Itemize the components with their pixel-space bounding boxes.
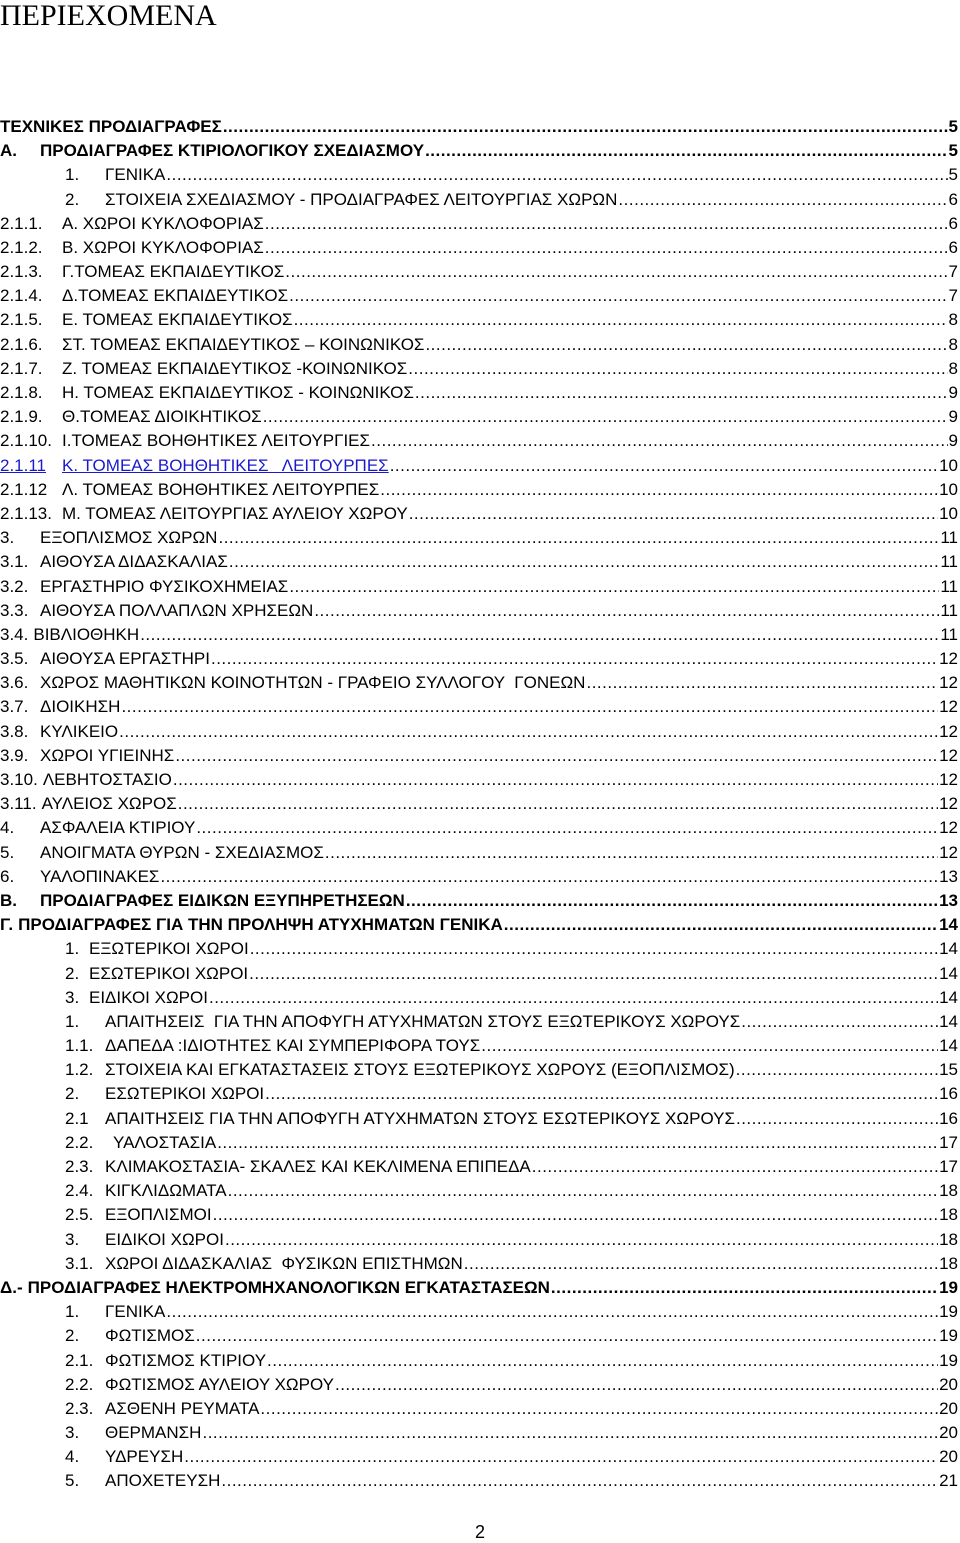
toc-entry-page: 7: [948, 262, 958, 282]
toc-entry-number: 2.2.: [65, 1132, 94, 1152]
toc-entry-title: ΥΔΡΕΥΣΗ: [105, 1447, 184, 1467]
toc-entry-title: ΣΤΟΙΧΕΙΑ ΚΑΙ ΕΓΚΑΤΑΣΤΑΣΕΙΣ ΣΤΟΥΣ ΕΞΩΤΕΡΙΚΟΥΣ ΧΩΡΟΥΣ (ΕΞΟΠΛΙΣΜΟΣ): [105, 1060, 735, 1080]
toc-entry[interactable]: [0, 357, 960, 381]
toc-entry[interactable]: [0, 768, 960, 792]
toc-entry-page: 20: [939, 1398, 958, 1418]
toc-entry[interactable]: [0, 526, 960, 550]
toc-entry-number: 2.1.3.: [0, 262, 43, 282]
toc-dot-leader: [175, 744, 938, 768]
toc-entry-page: 6: [948, 237, 958, 257]
toc-entry-number: 3.: [65, 987, 80, 1007]
toc-entry-number: 2.1.11: [0, 455, 47, 475]
toc-dot-leader: [285, 260, 947, 284]
toc-entry-number: 3.4.: [0, 624, 29, 644]
toc-entry[interactable]: [0, 623, 960, 647]
toc-entry-number: 6.: [0, 866, 15, 886]
toc-entry-number: 2.5.: [65, 1205, 94, 1225]
toc-entry-page: 11: [940, 624, 958, 644]
toc-dot-leader: [425, 139, 947, 163]
toc-dot-leader: [265, 1083, 938, 1107]
toc-dot-leader: [532, 1155, 938, 1179]
toc-entry[interactable]: [0, 1155, 960, 1179]
toc-entry-number: 2.1.5.: [0, 310, 43, 330]
toc-entry-number: 3.8.: [0, 721, 29, 741]
toc-dot-leader: [741, 1010, 938, 1034]
toc-entry-page: 14: [939, 915, 958, 935]
toc-entry-number: Β.: [0, 890, 17, 910]
toc-entry-number: 2.1.: [65, 1350, 94, 1370]
toc-dot-leader: [504, 913, 938, 937]
toc-entry-number: 2.1.8.: [0, 383, 43, 403]
toc-entry-title: ΒΙΒΛΙΟΘΗΚΗ: [33, 624, 140, 644]
toc-entry-number: 2.1.12: [0, 479, 48, 499]
toc-entry[interactable]: [0, 1252, 960, 1276]
toc-entry-page: 13: [939, 890, 958, 910]
toc-entry-title: ΚΥΛΙΚΕΙΟ: [40, 721, 119, 741]
toc-entry-page: 18: [939, 1205, 958, 1225]
page-title: ΠΕΡΙΕΧΟΜΕΝΑ: [0, 0, 217, 32]
toc-entry-title: Ε. ΤΟΜΕΑΣ ΕΚΠΑΙΔΕΥΤΙΚΟΣ: [62, 310, 293, 330]
toc-entry-title: ΑΣΘΕΝΗ ΡΕΥΜΑΤΑ: [105, 1398, 260, 1418]
toc-entry-page: 19: [939, 1277, 958, 1297]
toc-entry-page: 16: [939, 1084, 958, 1104]
toc-entry[interactable]: [0, 309, 960, 333]
toc-entry-title: Μ. ΤΟΜΕΑΣ ΛΕΙΤΟΥΡΓΙΑΣ ΑΥΛΕΙΟΥ ΧΩΡΟΥ: [62, 503, 408, 523]
toc-entry-number: 1.1.: [65, 1036, 94, 1056]
toc-entry[interactable]: [0, 1324, 960, 1348]
toc-entry-page: 6: [948, 213, 958, 233]
toc-entry-page: 8: [948, 358, 958, 378]
toc-entry-number: 3.: [65, 1423, 80, 1443]
toc-entry-title: ΛΕΒΗΤΟΣΤΑΣΙΟ: [42, 770, 172, 790]
toc-entry-page: 13: [939, 866, 958, 886]
toc-entry-number: 2.1: [65, 1108, 89, 1128]
toc-entry-page: 20: [939, 1447, 958, 1467]
toc-dot-leader: [314, 599, 939, 623]
toc-entry[interactable]: [0, 284, 960, 308]
toc-entry-number: 2.2.: [65, 1374, 94, 1394]
toc-dot-leader: [425, 333, 947, 357]
toc-entry-number: 2.4.: [65, 1181, 94, 1201]
toc-entry-number: 2.1.6.: [0, 334, 43, 354]
toc-dot-leader: [260, 1397, 938, 1421]
toc-dot-leader: [289, 284, 947, 308]
toc-dot-leader: [481, 1034, 938, 1058]
toc-entry-page: 11: [940, 600, 958, 620]
toc-entry-number: 2.1.7.: [0, 358, 43, 378]
toc-entry-number: 1.: [65, 1302, 80, 1322]
toc-entry-title: ΔΑΠΕΔΑ :ΙΔΙΟΤΗΤΕΣ ΚΑΙ ΣΥΜΠΕΡΙΦΟΡΑ ΤΟΥΣ: [105, 1036, 481, 1056]
toc-entry[interactable]: [0, 454, 960, 478]
table-of-contents: [0, 115, 960, 1494]
toc-entry-number: 3.1.: [0, 552, 29, 572]
toc-entry-number: 2.: [65, 1084, 80, 1104]
toc-entry[interactable]: [0, 115, 960, 139]
toc-entry-title: ΤΕΧΝΙΚΕΣ ΠΡΟΔΙΑΓΡΑΦΕΣ: [0, 116, 222, 136]
toc-entry[interactable]: [0, 260, 960, 284]
toc-entry-title: ΠΡΟΔΙΑΓΡΑΦΕΣ ΕΙΔΙΚΩΝ ΕΞΥΠΗΡΕΤΗΣΕΩΝ: [40, 890, 405, 910]
toc-entry-title: ΑΠΟΧΕΤΕΥΣΗ: [105, 1471, 221, 1491]
toc-dot-leader: [263, 405, 948, 429]
toc-entry-title: ΕΙΔΙΚΟΙ ΧΩΡΟΙ: [105, 1229, 224, 1249]
toc-dot-leader: [406, 889, 938, 913]
toc-entry[interactable]: [0, 647, 960, 671]
toc-entry-title: ΣΤΟΙΧΕΙΑ ΣΧΕΔΙΑΣΜΟΥ - ΠΡΟΔΙΑΓΡΑΦΕΣ ΛΕΙΤΟΥΡΓΙΑΣ ΧΩΡΩΝ: [105, 189, 618, 209]
toc-dot-leader: [213, 1203, 938, 1227]
toc-entry[interactable]: [0, 1300, 960, 1324]
toc-entry-title: Κ. ΤΟΜΕΑΣ ΒΟΗΘΗΤΙΚΕΣ ΛΕΙΤΟΥΡΠΕΣ: [62, 455, 389, 475]
toc-dot-leader: [218, 526, 939, 550]
toc-entry-page: 14: [939, 939, 958, 959]
toc-entry-title: ΕΣΩΤΕΡΙΚΟΙ ΧΩΡΟΙ: [105, 1084, 265, 1104]
toc-entry-title: ΕΞΟΠΛΙΣΜΟΙ: [105, 1205, 212, 1225]
toc-entry-number: 3.2.: [0, 576, 29, 596]
toc-entry-page: 12: [939, 770, 958, 790]
toc-dot-leader: [408, 357, 947, 381]
toc-entry-page: 7: [948, 286, 958, 306]
toc-entry-page: 21: [939, 1471, 958, 1491]
toc-entry-page: 10: [939, 479, 958, 499]
toc-entry[interactable]: [0, 550, 960, 574]
toc-dot-leader: [265, 212, 948, 236]
toc-entry[interactable]: [0, 575, 960, 599]
toc-entry[interactable]: [0, 1228, 960, 1252]
toc-entry[interactable]: [0, 1445, 960, 1469]
toc-entry-page: 8: [948, 334, 958, 354]
toc-dot-leader: [736, 1107, 938, 1131]
toc-entry-number: Δ.-: [0, 1277, 23, 1297]
toc-entry-number: 2.1.13.: [0, 503, 52, 523]
toc-entry-number: 3.: [0, 528, 15, 548]
toc-entry-title: ΦΩΤΙΣΜΟΣ ΚΤΙΡΙΟΥ: [105, 1350, 267, 1370]
toc-entry-title: ΚΛΙΜΑΚΟΣΤΑΣΙΑ- ΣΚΑΛΕΣ ΚΑΙ ΚΕΚΛΙΜΕΝΑ ΕΠΙΠΕΔΑ: [105, 1157, 531, 1177]
toc-entry-number: 1.: [65, 1011, 80, 1031]
toc-entry[interactable]: [0, 1349, 960, 1373]
toc-entry-page: 12: [939, 794, 958, 814]
toc-entry-page: 20: [939, 1374, 958, 1394]
toc-entry-page: 18: [939, 1253, 958, 1273]
toc-entry-title: ΥΑΛΟΠΙΝΑΚΕΣ: [40, 866, 160, 886]
toc-entry-page: 14: [939, 1036, 958, 1056]
toc-entry-page: 17: [939, 1157, 958, 1177]
toc-entry[interactable]: [0, 816, 960, 840]
toc-entry-title: ΕΞΟΠΛΙΣΜΟΣ ΧΩΡΩΝ: [40, 528, 218, 548]
toc-dot-leader: [196, 1324, 938, 1348]
toc-entry-number: 3.: [65, 1229, 80, 1249]
toc-entry-title: ΑΝΟΙΓΜΑΤΑ ΘΥΡΩΝ - ΣΧΕΔΙΑΣΜΟΣ: [40, 842, 324, 862]
toc-dot-leader: [464, 1252, 938, 1276]
toc-entry-page: 12: [939, 721, 958, 741]
toc-dot-leader: [211, 647, 938, 671]
toc-entry-number: 2.3.: [65, 1157, 94, 1177]
toc-dot-leader: [229, 550, 939, 574]
toc-entry-number: 3.9.: [0, 745, 29, 765]
toc-entry-page: 20: [939, 1423, 958, 1443]
toc-entry-number: 3.10.: [0, 770, 38, 790]
toc-dot-leader: [409, 502, 938, 526]
toc-dot-leader: [390, 454, 938, 478]
toc-entry-title: ΑΥΛΕΙΟΣ ΧΩΡΟΣ: [41, 794, 177, 814]
toc-entry[interactable]: [0, 1131, 960, 1155]
toc-entry-number: 5.: [65, 1471, 80, 1491]
toc-entry-title: ΧΩΡΟΣ ΜΑΘΗΤΙΚΩΝ ΚΟΙΝΟΤΗΤΩΝ - ΓΡΑΦΕΙΟ ΣΥΛΛΟΓΟΥ ΓΟΝΕΩΝ: [40, 673, 586, 693]
toc-entry-title: ΓΕΝΙΚΑ: [105, 1302, 166, 1322]
toc-entry[interactable]: [0, 478, 960, 502]
toc-dot-leader: [380, 478, 938, 502]
toc-entry-page: 8: [948, 310, 958, 330]
toc-entry[interactable]: [0, 671, 960, 695]
toc-entry-title: ΔΙΟΙΚΗΣΗ: [40, 697, 121, 717]
toc-entry[interactable]: [0, 962, 960, 986]
toc-dot-leader: [209, 986, 938, 1010]
toc-entry[interactable]: [0, 1083, 960, 1107]
toc-entry-page: 18: [939, 1229, 958, 1249]
toc-entry[interactable]: [0, 937, 960, 961]
toc-dot-leader: [265, 236, 948, 260]
toc-entry-page: 19: [939, 1350, 958, 1370]
toc-entry-title: Ι.ΤΟΜΕΑΣ ΒΟΗΘΗΤΙΚΕΣ ΛΕΙΤΟΥΡΓΙΕΣ: [62, 431, 371, 451]
toc-entry-page: 5: [948, 141, 958, 161]
toc-entry[interactable]: [0, 139, 960, 163]
toc-entry[interactable]: [0, 163, 960, 187]
toc-entry[interactable]: [0, 986, 960, 1010]
toc-entry-page: 5: [948, 116, 958, 136]
toc-entry-page: 19: [939, 1302, 958, 1322]
toc-entry-number: 2.: [65, 963, 80, 983]
toc-entry-title: ΧΩΡΟΙ ΥΓΙΕΙΝΗΣ: [40, 745, 175, 765]
toc-dot-leader: [415, 381, 948, 405]
toc-entry[interactable]: [0, 429, 960, 453]
toc-entry-title: Α. ΧΩΡΟΙ ΚΥΚΛΟΦΟΡΙΑΣ: [62, 213, 264, 233]
toc-entry-page: 17: [939, 1132, 958, 1152]
toc-entry[interactable]: [0, 744, 960, 768]
toc-entry-page: 10: [939, 455, 958, 475]
toc-entry-number: 4.: [65, 1447, 80, 1467]
toc-entry-page: 11: [940, 576, 958, 596]
toc-entry-page: 16: [939, 1108, 958, 1128]
toc-entry-page: 14: [939, 987, 958, 1007]
toc-entry-page: 12: [939, 818, 958, 838]
toc-entry[interactable]: [0, 865, 960, 889]
toc-entry[interactable]: [0, 1373, 960, 1397]
toc-entry-number: Γ.: [0, 915, 14, 935]
toc-dot-leader: [166, 1300, 938, 1324]
toc-entry[interactable]: [0, 1179, 960, 1203]
toc-dot-leader: [249, 962, 938, 986]
toc-entry[interactable]: [0, 889, 960, 913]
toc-entry-number: 4.: [0, 818, 15, 838]
toc-dot-leader: [289, 575, 939, 599]
toc-dot-leader: [736, 1058, 938, 1082]
toc-entry-page: 9: [948, 407, 958, 427]
toc-dot-leader: [221, 1470, 938, 1494]
toc-dot-leader: [223, 115, 948, 139]
toc-entry-title: ΑΙΘΟΥΣΑ ΕΡΓΑΣΤΗΡΙ: [40, 649, 210, 669]
toc-entry[interactable]: [0, 502, 960, 526]
toc-entry-title: ΑΠΑΙΤΗΣΕΙΣ ΓΙΑ ΤΗΝ ΑΠΟΦΥΓΗ ΑΤΥΧΗΜΑΤΩΝ ΣΤΟΥΣ ΕΣΩΤΕΡΙΚΟΥΣ ΧΩΡΟΥΣ: [105, 1108, 735, 1128]
toc-entry[interactable]: [0, 1058, 960, 1082]
toc-entry-title: ΕΙΔΙΚΟΙ ΧΩΡΟΙ: [89, 987, 208, 1007]
toc-dot-leader: [140, 623, 939, 647]
toc-entry-title: ΓΕΝΙΚΑ: [105, 165, 166, 185]
toc-entry-page: 9: [948, 383, 958, 403]
toc-entry[interactable]: [0, 1421, 960, 1445]
toc-entry-page: 5: [948, 165, 958, 185]
toc-entry-title: ΣΤ. ΤΟΜΕΑΣ ΕΚΠΑΙΔΕΥΤΙΚΟΣ – ΚΟΙΝΩΝΙΚΟΣ: [62, 334, 425, 354]
toc-dot-leader: [121, 696, 938, 720]
toc-dot-leader: [250, 937, 938, 961]
toc-dot-leader: [217, 1131, 938, 1155]
toc-entry-number: 2.: [65, 189, 80, 209]
toc-entry[interactable]: [0, 333, 960, 357]
toc-entry-number: 3.7.: [0, 697, 29, 717]
toc-entry[interactable]: [0, 381, 960, 405]
toc-entry-number: 3.6.: [0, 673, 29, 693]
toc-entry[interactable]: [0, 1470, 960, 1494]
toc-entry-title: ΠΡΟΔΙΑΓΡΑΦΕΣ ΓΙΑ ΤΗΝ ΠΡΟΛΗΨΗ ΑΤΥΧΗΜΑΤΩΝ ΓΕΝΙΚΑ: [18, 915, 503, 935]
toc-entry[interactable]: [0, 913, 960, 937]
toc-entry[interactable]: [0, 236, 960, 260]
toc-entry-title: ΑΣΦΑΛΕΙΑ ΚΤΙΡΙΟΥ: [40, 818, 196, 838]
toc-dot-leader: [551, 1276, 938, 1300]
toc-entry-number: 1.: [65, 939, 80, 959]
toc-entry-title: ΑΙΘΟΥΣΑ ΔΙΔΑΣΚΑΛΙΑΣ: [40, 552, 228, 572]
toc-dot-leader: [335, 1373, 938, 1397]
toc-entry-number: 3.11.: [0, 794, 37, 814]
toc-entry-number: 5.: [0, 842, 15, 862]
toc-entry-page: 14: [939, 963, 958, 983]
toc-entry-page: 18: [939, 1181, 958, 1201]
toc-entry-number: 2.1.9.: [0, 407, 43, 427]
toc-entry-page: 12: [939, 745, 958, 765]
toc-entry-page: 19: [939, 1326, 958, 1346]
toc-dot-leader: [178, 792, 938, 816]
toc-entry-page: 11: [940, 528, 958, 548]
toc-entry[interactable]: [0, 1010, 960, 1034]
toc-dot-leader: [325, 841, 938, 865]
toc-dot-leader: [267, 1349, 938, 1373]
toc-entry[interactable]: [0, 599, 960, 623]
toc-entry-title: ΠΡΟΔΙΑΓΡΑΦΕΣ ΗΛΕΚΤΡΟΜΗΧΑΝΟΛΟΓΙΚΩΝ ΕΓΚΑΤΑΣΤΑΣΕΩΝ: [27, 1277, 550, 1297]
toc-entry-title: ΦΩΤΙΣΜΟΣ: [105, 1326, 195, 1346]
toc-entry-page: 12: [939, 673, 958, 693]
toc-entry-title: Λ. ΤΟΜΕΑΣ ΒΟΗΘΗΤΙΚΕΣ ΛΕΙΤΟΥΡΠΕΣ: [62, 479, 380, 499]
toc-dot-leader: [184, 1445, 938, 1469]
toc-entry-page: 11: [940, 552, 958, 572]
toc-entry-number: 2.1.2.: [0, 237, 43, 257]
toc-dot-leader: [371, 429, 948, 453]
toc-entry-title: ΕΞΩΤΕΡΙΚΟΙ ΧΩΡΟΙ: [89, 939, 249, 959]
toc-entry-page: 15: [939, 1060, 958, 1080]
toc-entry-title: ΕΡΓΑΣΤΗΡΙΟ ΦΥΣΙΚΟΧΗΜΕΙΑΣ: [40, 576, 289, 596]
toc-entry[interactable]: [0, 720, 960, 744]
toc-entry-title: Γ.ΤΟΜΕΑΣ ΕΚΠΑΙΔΕΥΤΙΚΟΣ: [62, 262, 285, 282]
toc-entry[interactable]: [0, 1276, 960, 1300]
toc-entry[interactable]: [0, 696, 960, 720]
toc-entry[interactable]: [0, 212, 960, 236]
toc-dot-leader: [173, 768, 938, 792]
toc-entry-number: 2.1.10.: [0, 431, 52, 451]
toc-entry-page: 12: [939, 649, 958, 669]
toc-entry-title: ΑΙΘΟΥΣΑ ΠΟΛΛΑΠΛΩΝ ΧΡΗΣΕΩΝ: [40, 600, 314, 620]
toc-entry[interactable]: [0, 1397, 960, 1421]
toc-entry-title: Η. ΤΟΜΕΑΣ ΕΚΠΑΙΔΕΥΤΙΚΟΣ - ΚΟΙΝΩΝΙΚΟΣ: [62, 383, 414, 403]
toc-entry-title: Δ.ΤΟΜΕΑΣ ΕΚΠΑΙΔΕΥΤΙΚΟΣ: [62, 286, 289, 306]
toc-entry-number: 3.5.: [0, 649, 29, 669]
toc-entry-page: 14: [939, 1011, 958, 1031]
toc-dot-leader: [228, 1179, 938, 1203]
toc-dot-leader: [166, 163, 947, 187]
toc-entry-number: 2.3.: [65, 1398, 94, 1418]
toc-entry-title: ΠΡΟΔΙΑΓΡΑΦΕΣ ΚΤΙΡΙΟΛΟΓΙΚΟΥ ΣΧΕΔΙΑΣΜΟΥ: [40, 141, 425, 161]
toc-entry-page: 12: [939, 842, 958, 862]
toc-entry[interactable]: [0, 188, 960, 212]
toc-entry-title: ΕΣΩΤΕΡΙΚΟΙ ΧΩΡΟΙ: [89, 963, 249, 983]
toc-entry-title: Θ.ΤΟΜΕΑΣ ΔΙΟΙΚΗΤΙΚΟΣ: [62, 407, 262, 427]
toc-entry-number: 3.3.: [0, 600, 29, 620]
toc-entry-title: ΥΑΛΟΣΤΑΣΙΑ: [113, 1132, 217, 1152]
toc-dot-leader: [119, 720, 938, 744]
toc-entry-number: 2.1.1.: [0, 213, 43, 233]
toc-dot-leader: [586, 671, 938, 695]
toc-entry-number: 1.: [65, 165, 80, 185]
toc-entry-title: Ζ. ΤΟΜΕΑΣ ΕΚΠΑΙΔΕΥΤΙΚΟΣ -ΚΟΙΝΩΝΙΚΟΣ: [62, 358, 408, 378]
toc-entry-number: Α.: [0, 141, 17, 161]
toc-dot-leader: [160, 865, 938, 889]
toc-entry-page: 12: [939, 697, 958, 717]
toc-entry-number: 2.: [65, 1326, 80, 1346]
toc-entry-number: 1.2.: [65, 1060, 94, 1080]
toc-entry[interactable]: [0, 405, 960, 429]
toc-dot-leader: [202, 1421, 938, 1445]
toc-entry-page: 10: [939, 503, 958, 523]
toc-entry-title: ΦΩΤΙΣΜΟΣ ΑΥΛΕΙΟΥ ΧΩΡΟΥ: [105, 1374, 334, 1394]
toc-dot-leader: [225, 1228, 938, 1252]
toc-entry-page: 6: [948, 189, 958, 209]
toc-entry[interactable]: [0, 792, 960, 816]
toc-entry-title: ΚΙΓΚΛΙΔΩΜΑΤΑ: [105, 1181, 227, 1201]
toc-entry-title: ΧΩΡΟΙ ΔΙΔΑΣΚΑΛΙΑΣ ΦΥΣΙΚΩΝ ΕΠΙΣΤΗΜΩΝ: [105, 1253, 463, 1273]
toc-entry[interactable]: [0, 1203, 960, 1227]
toc-entry-title: ΘΕΡΜΑΝΣΗ: [105, 1423, 202, 1443]
toc-entry[interactable]: [0, 1107, 960, 1131]
toc-entry-title: ΑΠΑΙΤΗΣΕΙΣ ΓΙΑ ΤΗΝ ΑΠΟΦΥΓΗ ΑΤΥΧΗΜΑΤΩΝ ΣΤΟΥΣ ΕΞΩΤΕΡΙΚΟΥΣ ΧΩΡΟΥΣ: [105, 1011, 741, 1031]
toc-dot-leader: [294, 309, 948, 333]
toc-dot-leader: [196, 816, 938, 840]
toc-entry-page: 9: [948, 431, 958, 451]
toc-dot-leader: [618, 188, 947, 212]
toc-entry-number: 2.1.4.: [0, 286, 43, 306]
toc-entry[interactable]: [0, 841, 960, 865]
toc-entry[interactable]: [0, 1034, 960, 1058]
toc-entry-title: Β. ΧΩΡΟΙ ΚΥΚΛΟΦΟΡΙΑΣ: [62, 237, 264, 257]
toc-entry-number: 3.1.: [65, 1253, 94, 1273]
page-number: 2: [474, 1522, 485, 1542]
